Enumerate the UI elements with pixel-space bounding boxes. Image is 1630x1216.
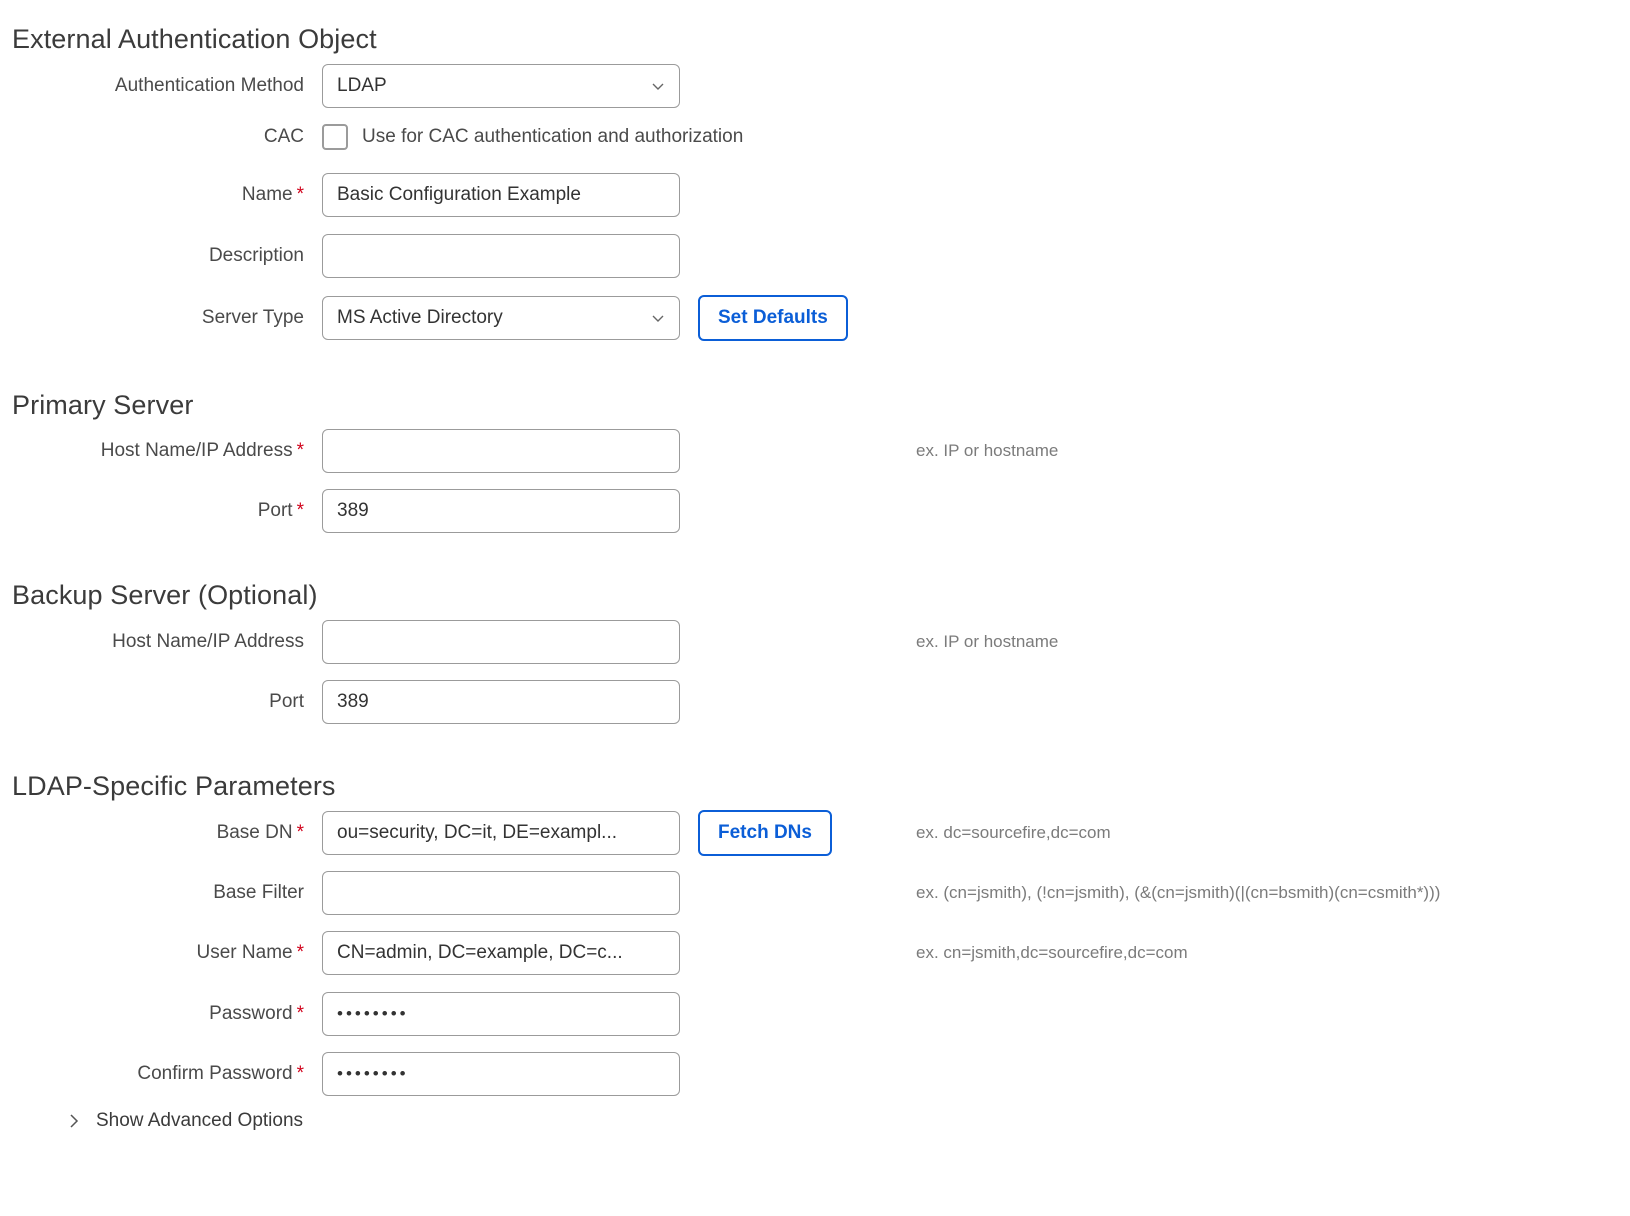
server-type-value: MS Active Directory — [337, 307, 503, 328]
primary-host-input[interactable] — [322, 429, 680, 473]
row-primary-host — [0, 429, 1200, 473]
backup-port-label: Port — [269, 691, 304, 712]
backup-host-hint: ex. IP or hostname — [916, 632, 1059, 651]
name-required-marker: * — [296, 184, 304, 205]
backup-port-input[interactable] — [322, 680, 680, 724]
primary-host-hint: ex. IP or hostname — [916, 441, 1059, 460]
cac-checkbox[interactable] — [322, 124, 348, 150]
backup-server-title: Backup Server (Optional) — [12, 580, 318, 610]
primary-port-input[interactable] — [322, 489, 680, 533]
row-password — [0, 992, 900, 1036]
base-dn-input-value: ou=security, DC=it, DE=exampl... — [337, 822, 618, 843]
authentication-method-value: LDAP — [337, 75, 387, 96]
primary-host-label: Host Name/IP Address * — [100, 440, 304, 461]
server-type-label: Server Type — [201, 307, 304, 328]
password-label: Password * — [209, 1003, 304, 1024]
show-advanced-options-label: Show Advanced Options — [96, 1110, 304, 1131]
base-filter-input[interactable] — [322, 871, 680, 915]
base-dn-input[interactable] — [322, 811, 680, 855]
password-input-value: •••••••• — [337, 1004, 409, 1023]
user-name-required-marker: * — [296, 942, 304, 963]
row-cac — [0, 124, 1000, 150]
server-type-select[interactable] — [322, 296, 680, 340]
row-name — [0, 173, 900, 217]
row-description — [0, 234, 900, 278]
row-backup-host — [0, 620, 1200, 664]
password-input[interactable] — [322, 992, 680, 1036]
cac-label: CAC — [263, 126, 304, 147]
password-required-marker: * — [296, 1003, 304, 1024]
row-user-name — [0, 931, 1400, 975]
confirm-password-required-marker: * — [296, 1063, 304, 1084]
cac-checkbox-label: Use for CAC authentication and authorization — [362, 126, 744, 147]
description-input[interactable] — [322, 234, 680, 278]
user-name-hint: ex. cn=jsmith,dc=sourcefire,dc=com — [916, 943, 1188, 962]
primary-server-title: Primary Server — [12, 390, 194, 420]
user-name-input-value: CN=admin, DC=example, DC=c... — [337, 942, 623, 963]
confirm-password-label: Confirm Password * — [137, 1063, 304, 1084]
row-server-type — [0, 295, 1000, 341]
set-defaults-button[interactable]: Set Defaults — [698, 295, 848, 341]
base-dn-hint: ex. dc=sourcefire,dc=com — [915, 823, 1111, 842]
base-filter-hint: ex. (cn=jsmith), (!cn=jsmith), (&(cn=jsmith)(|(cn=bsmith)(cn=csmith*))) — [916, 883, 1441, 902]
ldap-parameters-title: LDAP-Specific Parameters — [12, 771, 336, 801]
authentication-method-select[interactable] — [322, 64, 680, 108]
backup-port-input-value: 389 — [337, 691, 369, 712]
page-title: External Authentication Object — [12, 24, 377, 54]
description-label: Description — [208, 245, 304, 266]
show-advanced-options-toggle[interactable] — [62, 1110, 303, 1132]
backup-host-label: Host Name/IP Address — [112, 631, 304, 652]
row-confirm-password — [0, 1052, 900, 1096]
base-filter-label: Base Filter — [213, 882, 304, 903]
row-base-dn — [0, 810, 1300, 856]
row-primary-port — [0, 489, 900, 533]
name-input[interactable] — [322, 173, 680, 217]
primary-port-required-marker: * — [296, 500, 304, 521]
row-authentication-method — [0, 64, 900, 108]
chevron-down-icon — [651, 311, 665, 325]
base-dn-label: Base DN * — [216, 822, 304, 843]
fetch-dns-button[interactable]: Fetch DNs — [698, 810, 832, 856]
primary-port-input-value: 389 — [337, 500, 369, 521]
name-input-value: Basic Configuration Example — [337, 184, 581, 205]
row-base-filter — [0, 871, 1600, 915]
base-dn-required-marker: * — [296, 822, 304, 843]
chevron-right-icon — [66, 1113, 82, 1129]
confirm-password-input[interactable] — [322, 1052, 680, 1096]
confirm-password-input-value: •••••••• — [337, 1064, 409, 1083]
primary-host-required-marker: * — [296, 440, 304, 461]
user-name-label: User Name * — [196, 942, 304, 963]
chevron-down-icon — [651, 79, 665, 93]
backup-host-input[interactable] — [322, 620, 680, 664]
authentication-method-label: Authentication Method — [114, 75, 304, 96]
name-label: Name * — [241, 184, 304, 205]
primary-port-label: Port * — [257, 500, 304, 521]
user-name-input[interactable] — [322, 931, 680, 975]
row-backup-port — [0, 680, 900, 724]
